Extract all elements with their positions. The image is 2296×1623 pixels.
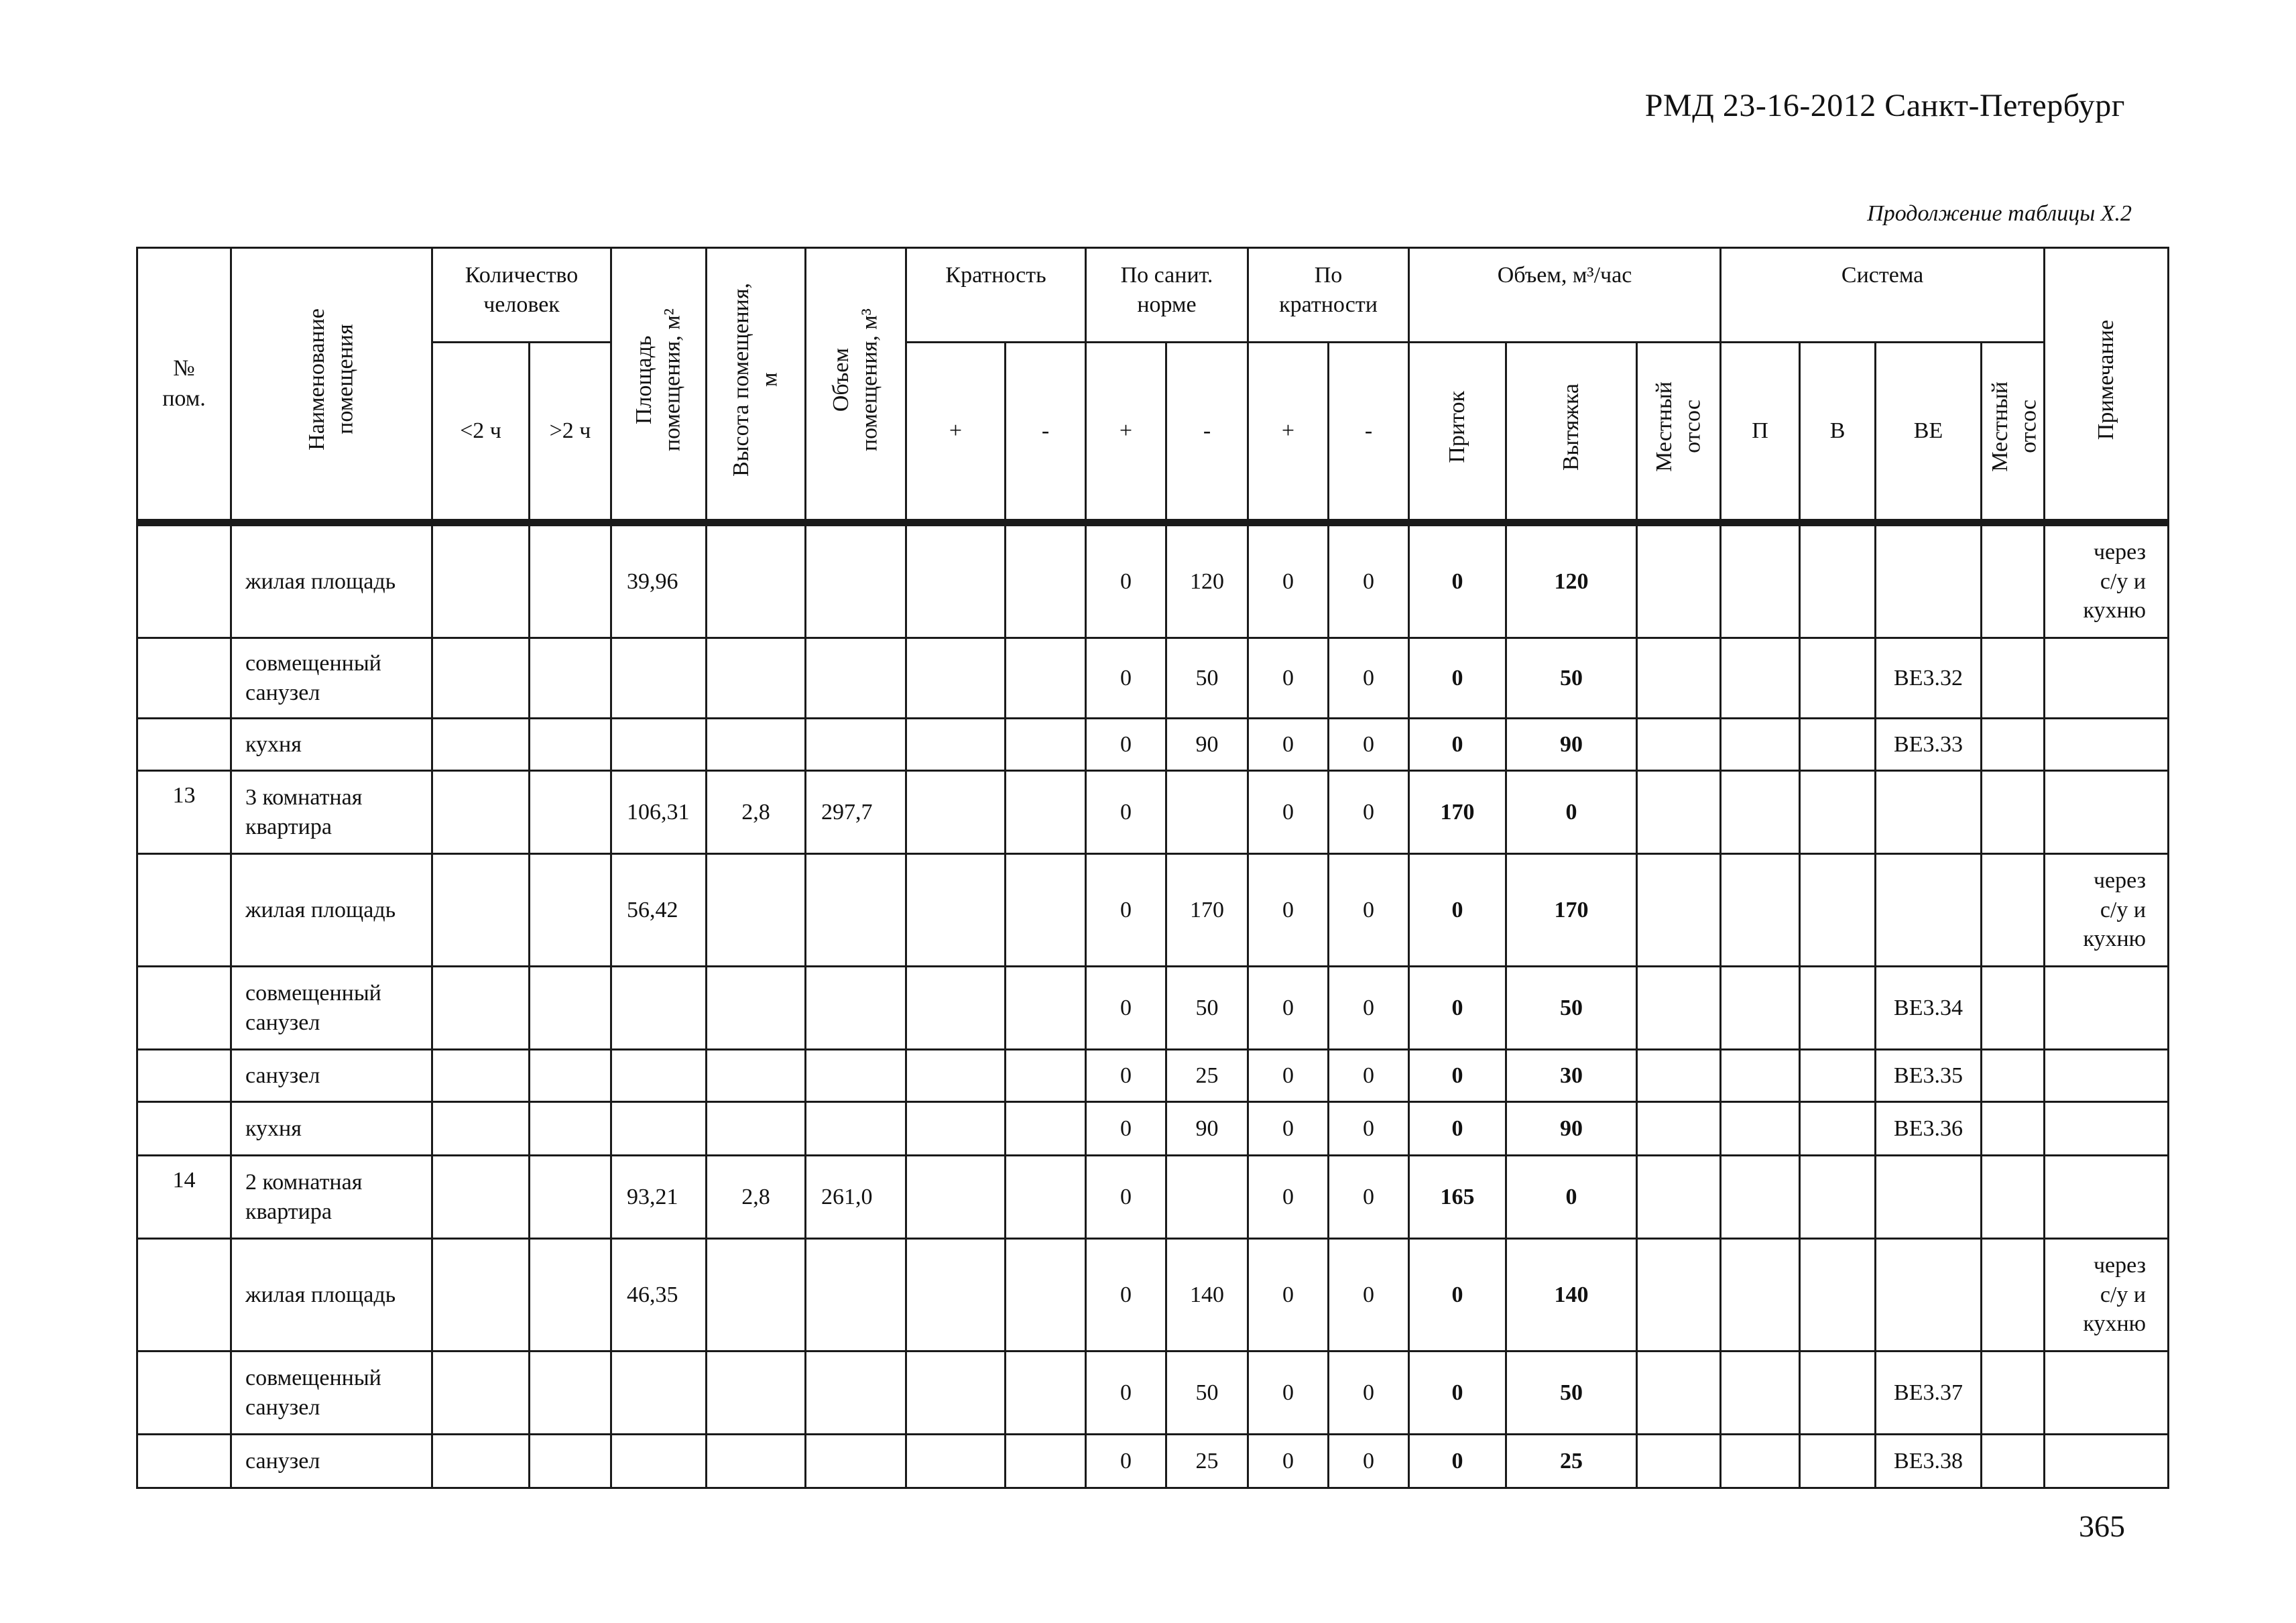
- cell-sanit-plus: 0: [1086, 1435, 1166, 1488]
- cell-name: жилая площадь: [231, 526, 432, 638]
- cell-volume: [806, 1102, 906, 1156]
- cell-volume: [806, 1435, 906, 1488]
- cell-people-gt2: [530, 719, 611, 771]
- cell-exhaust: 50: [1506, 967, 1637, 1050]
- cell-system-p: [1721, 638, 1800, 719]
- cell-volume: [806, 967, 906, 1050]
- cell-name: совмещенный санузел: [231, 967, 432, 1050]
- cell-ratio-plus: [906, 854, 1006, 967]
- cell-people-lt2: [432, 1102, 530, 1156]
- cell-system-ve: [1876, 771, 1982, 854]
- cell-bykrat-plus: 0: [1248, 967, 1329, 1050]
- cell-volume: [806, 1239, 906, 1351]
- cell-sanit-minus: 50: [1166, 1351, 1248, 1435]
- cell-people-gt2: [530, 771, 611, 854]
- cell-height: 2,8: [707, 771, 806, 854]
- cell-local-exhaust: [1637, 1239, 1721, 1351]
- cell-local-exhaust: [1637, 719, 1721, 771]
- cell-people-gt2: [530, 1156, 611, 1239]
- cell-num: [137, 526, 231, 638]
- cell-sanit-plus: 0: [1086, 1102, 1166, 1156]
- cell-bykrat-plus: 0: [1248, 1156, 1329, 1239]
- cell-system-ve: ВЕ3.38: [1876, 1435, 1982, 1488]
- cell-sanit-plus: 0: [1086, 854, 1166, 967]
- table-body: [137, 522, 2169, 1488]
- cell-ratio-minus: [1006, 1435, 1086, 1488]
- header-system-local: Местный отсос: [1982, 343, 2045, 522]
- cell-ratio-minus: [1006, 526, 1086, 638]
- cell-system-v: [1800, 771, 1876, 854]
- cell-local-exhaust: [1637, 638, 1721, 719]
- ventilation-table: [136, 247, 2169, 1489]
- cell-bykrat-minus: 0: [1329, 1239, 1409, 1351]
- cell-note: [2045, 638, 2169, 719]
- cell-sanit-minus: 50: [1166, 967, 1248, 1050]
- cell-note: [2045, 1351, 2169, 1435]
- cell-system-p: [1721, 1435, 1800, 1488]
- cell-people-gt2: [530, 1050, 611, 1102]
- cell-ratio-plus: [906, 1050, 1006, 1102]
- cell-note: [2045, 1435, 2169, 1488]
- cell-area: 46,35: [611, 1239, 707, 1351]
- cell-bykrat-minus: 0: [1329, 1050, 1409, 1102]
- header-system-ve: ВЕ: [1876, 343, 1982, 522]
- cell-bykrat-minus: 0: [1329, 719, 1409, 771]
- cell-people-lt2: [432, 719, 530, 771]
- cell-ratio-minus: [1006, 771, 1086, 854]
- cell-num: [137, 638, 231, 719]
- cell-bykrat-minus: 0: [1329, 1351, 1409, 1435]
- cell-supply: 0: [1409, 719, 1506, 771]
- cell-system-p: [1721, 771, 1800, 854]
- cell-name: 3 комнатная квартира: [231, 771, 432, 854]
- cell-sanit-plus: 0: [1086, 1050, 1166, 1102]
- cell-system-ve: ВЕ3.36: [1876, 1102, 1982, 1156]
- document-header: РМД 23-16-2012 Санкт-Петербург: [1644, 88, 2125, 123]
- cell-people-lt2: [432, 526, 530, 638]
- cell-ratio-minus: [1006, 1050, 1086, 1102]
- cell-sanit-plus: 0: [1086, 1351, 1166, 1435]
- cell-local-exhaust: [1637, 526, 1721, 638]
- cell-num: 13: [137, 771, 231, 854]
- cell-ratio-plus: [906, 719, 1006, 771]
- header-ratio: Кратность: [906, 248, 1086, 343]
- cell-ratio-plus: [906, 967, 1006, 1050]
- header-sanit: По санит. норме: [1086, 248, 1248, 343]
- cell-local-exhaust: [1637, 1102, 1721, 1156]
- cell-sanit-minus: 120: [1166, 526, 1248, 638]
- cell-supply: 0: [1409, 638, 1506, 719]
- cell-bykrat-plus: 0: [1248, 771, 1329, 854]
- cell-bykrat-plus: 0: [1248, 1351, 1329, 1435]
- cell-num: [137, 1102, 231, 1156]
- cell-system-p: [1721, 719, 1800, 771]
- cell-system-v: [1800, 1102, 1876, 1156]
- cell-height: [707, 638, 806, 719]
- cell-ratio-plus: [906, 1156, 1006, 1239]
- header-system: Система: [1721, 248, 2045, 343]
- header-area: Площадь помещения, м²: [611, 248, 707, 522]
- table-row: [137, 771, 2169, 854]
- cell-num: 14: [137, 1156, 231, 1239]
- cell-area: [611, 719, 707, 771]
- cell-name: кухня: [231, 1102, 432, 1156]
- cell-ratio-plus: [906, 771, 1006, 854]
- cell-supply: 0: [1409, 1050, 1506, 1102]
- header-num: № пом.: [137, 248, 231, 522]
- cell-exhaust: 170: [1506, 854, 1637, 967]
- cell-height: [707, 1102, 806, 1156]
- header-people: Количество человек: [432, 248, 611, 343]
- cell-system-v: [1800, 526, 1876, 638]
- cell-system-local: [1982, 1351, 2045, 1435]
- cell-sanit-minus: 50: [1166, 638, 1248, 719]
- header-sanit-plus: +: [1086, 343, 1166, 522]
- cell-people-gt2: [530, 638, 611, 719]
- table-row: [137, 719, 2169, 771]
- cell-bykrat-plus: 0: [1248, 1050, 1329, 1102]
- cell-volume: [806, 1351, 906, 1435]
- cell-num: [137, 1351, 231, 1435]
- cell-system-ve: ВЕ3.32: [1876, 638, 1982, 719]
- cell-exhaust: 120: [1506, 526, 1637, 638]
- cell-supply: 170: [1409, 771, 1506, 854]
- cell-system-p: [1721, 526, 1800, 638]
- header-system-v: В: [1800, 343, 1876, 522]
- cell-name: совмещенный санузел: [231, 638, 432, 719]
- cell-num: [137, 967, 231, 1050]
- cell-people-lt2: [432, 1239, 530, 1351]
- cell-ratio-plus: [906, 1351, 1006, 1435]
- cell-local-exhaust: [1637, 854, 1721, 967]
- cell-exhaust: 140: [1506, 1239, 1637, 1351]
- cell-exhaust: 50: [1506, 638, 1637, 719]
- page-number: 365: [2079, 1509, 2125, 1543]
- cell-people-gt2: [530, 1435, 611, 1488]
- cell-height: [707, 967, 806, 1050]
- header-airvol-supply: Приток: [1409, 343, 1506, 522]
- cell-sanit-plus: 0: [1086, 719, 1166, 771]
- cell-supply: 0: [1409, 1351, 1506, 1435]
- cell-supply: 0: [1409, 1435, 1506, 1488]
- cell-people-gt2: [530, 1102, 611, 1156]
- cell-system-ve: [1876, 1156, 1982, 1239]
- cell-volume: 261,0: [806, 1156, 906, 1239]
- cell-system-v: [1800, 967, 1876, 1050]
- cell-people-gt2: [530, 1351, 611, 1435]
- cell-height: 2,8: [707, 1156, 806, 1239]
- cell-sanit-minus: 90: [1166, 719, 1248, 771]
- cell-system-local: [1982, 526, 2045, 638]
- cell-system-local: [1982, 638, 2045, 719]
- cell-note: [2045, 1102, 2169, 1156]
- cell-volume: [806, 854, 906, 967]
- cell-system-p: [1721, 1102, 1800, 1156]
- cell-local-exhaust: [1637, 967, 1721, 1050]
- cell-people-gt2: [530, 854, 611, 967]
- cell-area: [611, 1102, 707, 1156]
- cell-supply: 0: [1409, 854, 1506, 967]
- cell-system-v: [1800, 854, 1876, 967]
- cell-system-p: [1721, 1351, 1800, 1435]
- header-bykrat: По кратности: [1248, 248, 1409, 343]
- cell-ratio-minus: [1006, 967, 1086, 1050]
- cell-exhaust: 90: [1506, 1102, 1637, 1156]
- cell-bykrat-plus: 0: [1248, 854, 1329, 967]
- table-row: [137, 1239, 2169, 1351]
- table-row: [137, 854, 2169, 967]
- table-row: [137, 1050, 2169, 1102]
- cell-sanit-plus: 0: [1086, 967, 1166, 1050]
- cell-ratio-minus: [1006, 719, 1086, 771]
- cell-system-ve: [1876, 1239, 1982, 1351]
- cell-height: [707, 1239, 806, 1351]
- cell-area: [611, 1351, 707, 1435]
- cell-people-gt2: [530, 967, 611, 1050]
- table-row: [137, 526, 2169, 638]
- cell-height: [707, 1435, 806, 1488]
- cell-sanit-minus: [1166, 771, 1248, 854]
- table-head: [137, 248, 2169, 522]
- cell-sanit-minus: 90: [1166, 1102, 1248, 1156]
- cell-bykrat-plus: 0: [1248, 1435, 1329, 1488]
- cell-system-v: [1800, 719, 1876, 771]
- cell-exhaust: 25: [1506, 1435, 1637, 1488]
- cell-note: через с/у и кухню: [2045, 854, 2169, 967]
- cell-height: [707, 1050, 806, 1102]
- cell-system-local: [1982, 1050, 2045, 1102]
- header-note: Примечание: [2045, 248, 2169, 522]
- cell-volume: [806, 719, 906, 771]
- cell-system-v: [1800, 1239, 1876, 1351]
- cell-system-p: [1721, 854, 1800, 967]
- cell-sanit-plus: 0: [1086, 1239, 1166, 1351]
- cell-bykrat-minus: 0: [1329, 771, 1409, 854]
- cell-area: 93,21: [611, 1156, 707, 1239]
- header-ratio-minus: -: [1006, 343, 1086, 522]
- cell-sanit-plus: 0: [1086, 526, 1166, 638]
- cell-system-v: [1800, 1156, 1876, 1239]
- table-row: [137, 1102, 2169, 1156]
- cell-name: жилая площадь: [231, 854, 432, 967]
- cell-people-gt2: [530, 526, 611, 638]
- cell-sanit-plus: 0: [1086, 1156, 1166, 1239]
- cell-system-p: [1721, 1239, 1800, 1351]
- cell-sanit-minus: 25: [1166, 1050, 1248, 1102]
- header-airvol-exhaust: Вытяжка: [1506, 343, 1637, 522]
- cell-system-p: [1721, 1050, 1800, 1102]
- cell-local-exhaust: [1637, 1351, 1721, 1435]
- cell-system-ve: [1876, 854, 1982, 967]
- cell-system-local: [1982, 1156, 2045, 1239]
- cell-people-lt2: [432, 638, 530, 719]
- cell-system-v: [1800, 1351, 1876, 1435]
- table-row: [137, 638, 2169, 719]
- cell-volume: 297,7: [806, 771, 906, 854]
- header-system-p: П: [1721, 343, 1800, 522]
- cell-num: [137, 1050, 231, 1102]
- header-people-lt2: <2 ч: [432, 343, 530, 522]
- cell-system-v: [1800, 638, 1876, 719]
- cell-note: через с/у и кухню: [2045, 526, 2169, 638]
- cell-system-p: [1721, 1156, 1800, 1239]
- header-height: Высота помещения, м: [707, 248, 806, 522]
- cell-people-lt2: [432, 967, 530, 1050]
- cell-local-exhaust: [1637, 771, 1721, 854]
- cell-bykrat-minus: 0: [1329, 638, 1409, 719]
- cell-system-local: [1982, 854, 2045, 967]
- cell-name: 2 комнатная квартира: [231, 1156, 432, 1239]
- cell-sanit-minus: 140: [1166, 1239, 1248, 1351]
- cell-system-ve: ВЕ3.34: [1876, 967, 1982, 1050]
- cell-note: [2045, 719, 2169, 771]
- cell-note: [2045, 771, 2169, 854]
- cell-ratio-plus: [906, 526, 1006, 638]
- cell-exhaust: 0: [1506, 1156, 1637, 1239]
- cell-volume: [806, 1050, 906, 1102]
- cell-supply: 0: [1409, 967, 1506, 1050]
- cell-sanit-minus: 170: [1166, 854, 1248, 967]
- cell-local-exhaust: [1637, 1156, 1721, 1239]
- cell-height: [707, 526, 806, 638]
- header-name: Наименование помещения: [231, 248, 432, 522]
- cell-area: [611, 967, 707, 1050]
- cell-local-exhaust: [1637, 1050, 1721, 1102]
- cell-name: жилая площадь: [231, 1239, 432, 1351]
- header-airvol: Объем, м³/час: [1409, 248, 1721, 343]
- cell-people-lt2: [432, 771, 530, 854]
- cell-exhaust: 0: [1506, 771, 1637, 854]
- table-row: [137, 967, 2169, 1050]
- cell-bykrat-plus: 0: [1248, 1239, 1329, 1351]
- cell-bykrat-minus: 0: [1329, 526, 1409, 638]
- cell-area: [611, 1050, 707, 1102]
- cell-name: кухня: [231, 719, 432, 771]
- header-people-gt2: >2 ч: [530, 343, 611, 522]
- cell-people-lt2: [432, 1351, 530, 1435]
- cell-supply: 0: [1409, 1102, 1506, 1156]
- cell-system-local: [1982, 1102, 2045, 1156]
- cell-system-local: [1982, 1239, 2045, 1351]
- cell-height: [707, 719, 806, 771]
- table-row: [137, 1435, 2169, 1488]
- cell-system-ve: ВЕ3.35: [1876, 1050, 1982, 1102]
- table-row: [137, 1351, 2169, 1435]
- header-volume: Объем помещения, м³: [806, 248, 906, 522]
- cell-bykrat-plus: 0: [1248, 638, 1329, 719]
- cell-ratio-minus: [1006, 1102, 1086, 1156]
- cell-system-ve: ВЕ3.37: [1876, 1351, 1982, 1435]
- cell-system-ve: [1876, 526, 1982, 638]
- cell-system-local: [1982, 771, 2045, 854]
- cell-volume: [806, 526, 906, 638]
- cell-name: санузел: [231, 1050, 432, 1102]
- cell-ratio-minus: [1006, 1239, 1086, 1351]
- cell-num: [137, 1239, 231, 1351]
- cell-bykrat-minus: 0: [1329, 1435, 1409, 1488]
- cell-num: [137, 1435, 231, 1488]
- cell-exhaust: 90: [1506, 719, 1637, 771]
- cell-people-lt2: [432, 1435, 530, 1488]
- cell-area: [611, 638, 707, 719]
- table-row: [137, 1156, 2169, 1239]
- cell-bykrat-plus: 0: [1248, 719, 1329, 771]
- cell-people-lt2: [432, 854, 530, 967]
- cell-bykrat-plus: 0: [1248, 1102, 1329, 1156]
- cell-area: [611, 1435, 707, 1488]
- cell-supply: 0: [1409, 526, 1506, 638]
- cell-people-gt2: [530, 1239, 611, 1351]
- cell-num: [137, 854, 231, 967]
- cell-ratio-minus: [1006, 1351, 1086, 1435]
- table-caption: Продолжение таблицы Х.2: [1867, 201, 2132, 226]
- cell-system-local: [1982, 719, 2045, 771]
- cell-system-local: [1982, 967, 2045, 1050]
- cell-exhaust: 30: [1506, 1050, 1637, 1102]
- cell-system-local: [1982, 1435, 2045, 1488]
- cell-name: совмещенный санузел: [231, 1351, 432, 1435]
- cell-note: [2045, 1050, 2169, 1102]
- cell-ratio-minus: [1006, 638, 1086, 719]
- cell-bykrat-minus: 0: [1329, 854, 1409, 967]
- cell-ratio-minus: [1006, 854, 1086, 967]
- cell-area: 39,96: [611, 526, 707, 638]
- cell-system-v: [1800, 1050, 1876, 1102]
- cell-volume: [806, 638, 906, 719]
- cell-sanit-plus: 0: [1086, 638, 1166, 719]
- cell-ratio-plus: [906, 1239, 1006, 1351]
- cell-exhaust: 50: [1506, 1351, 1637, 1435]
- cell-num: [137, 719, 231, 771]
- cell-bykrat-minus: 0: [1329, 967, 1409, 1050]
- cell-people-lt2: [432, 1050, 530, 1102]
- cell-ratio-plus: [906, 1102, 1006, 1156]
- cell-ratio-minus: [1006, 1156, 1086, 1239]
- cell-note: [2045, 967, 2169, 1050]
- cell-bykrat-minus: 0: [1329, 1156, 1409, 1239]
- cell-supply: 0: [1409, 1239, 1506, 1351]
- header-bykrat-plus: +: [1248, 343, 1329, 522]
- cell-height: [707, 1351, 806, 1435]
- cell-system-p: [1721, 967, 1800, 1050]
- cell-ratio-plus: [906, 638, 1006, 719]
- cell-bykrat-minus: 0: [1329, 1102, 1409, 1156]
- header-ratio-plus: +: [906, 343, 1006, 522]
- header-bykrat-minus: -: [1329, 343, 1409, 522]
- cell-ratio-plus: [906, 1435, 1006, 1488]
- cell-local-exhaust: [1637, 1435, 1721, 1488]
- cell-note: [2045, 1156, 2169, 1239]
- cell-system-ve: ВЕ3.33: [1876, 719, 1982, 771]
- cell-people-lt2: [432, 1156, 530, 1239]
- cell-name: санузел: [231, 1435, 432, 1488]
- cell-area: 56,42: [611, 854, 707, 967]
- header-airvol-local: Местный отсос: [1637, 343, 1721, 522]
- cell-sanit-plus: 0: [1086, 771, 1166, 854]
- cell-note: через с/у и кухню: [2045, 1239, 2169, 1351]
- cell-area: 106,31: [611, 771, 707, 854]
- cell-system-v: [1800, 1435, 1876, 1488]
- header-sanit-minus: -: [1166, 343, 1248, 522]
- cell-supply: 165: [1409, 1156, 1506, 1239]
- cell-sanit-minus: 25: [1166, 1435, 1248, 1488]
- cell-bykrat-plus: 0: [1248, 526, 1329, 638]
- cell-height: [707, 854, 806, 967]
- cell-sanit-minus: [1166, 1156, 1248, 1239]
